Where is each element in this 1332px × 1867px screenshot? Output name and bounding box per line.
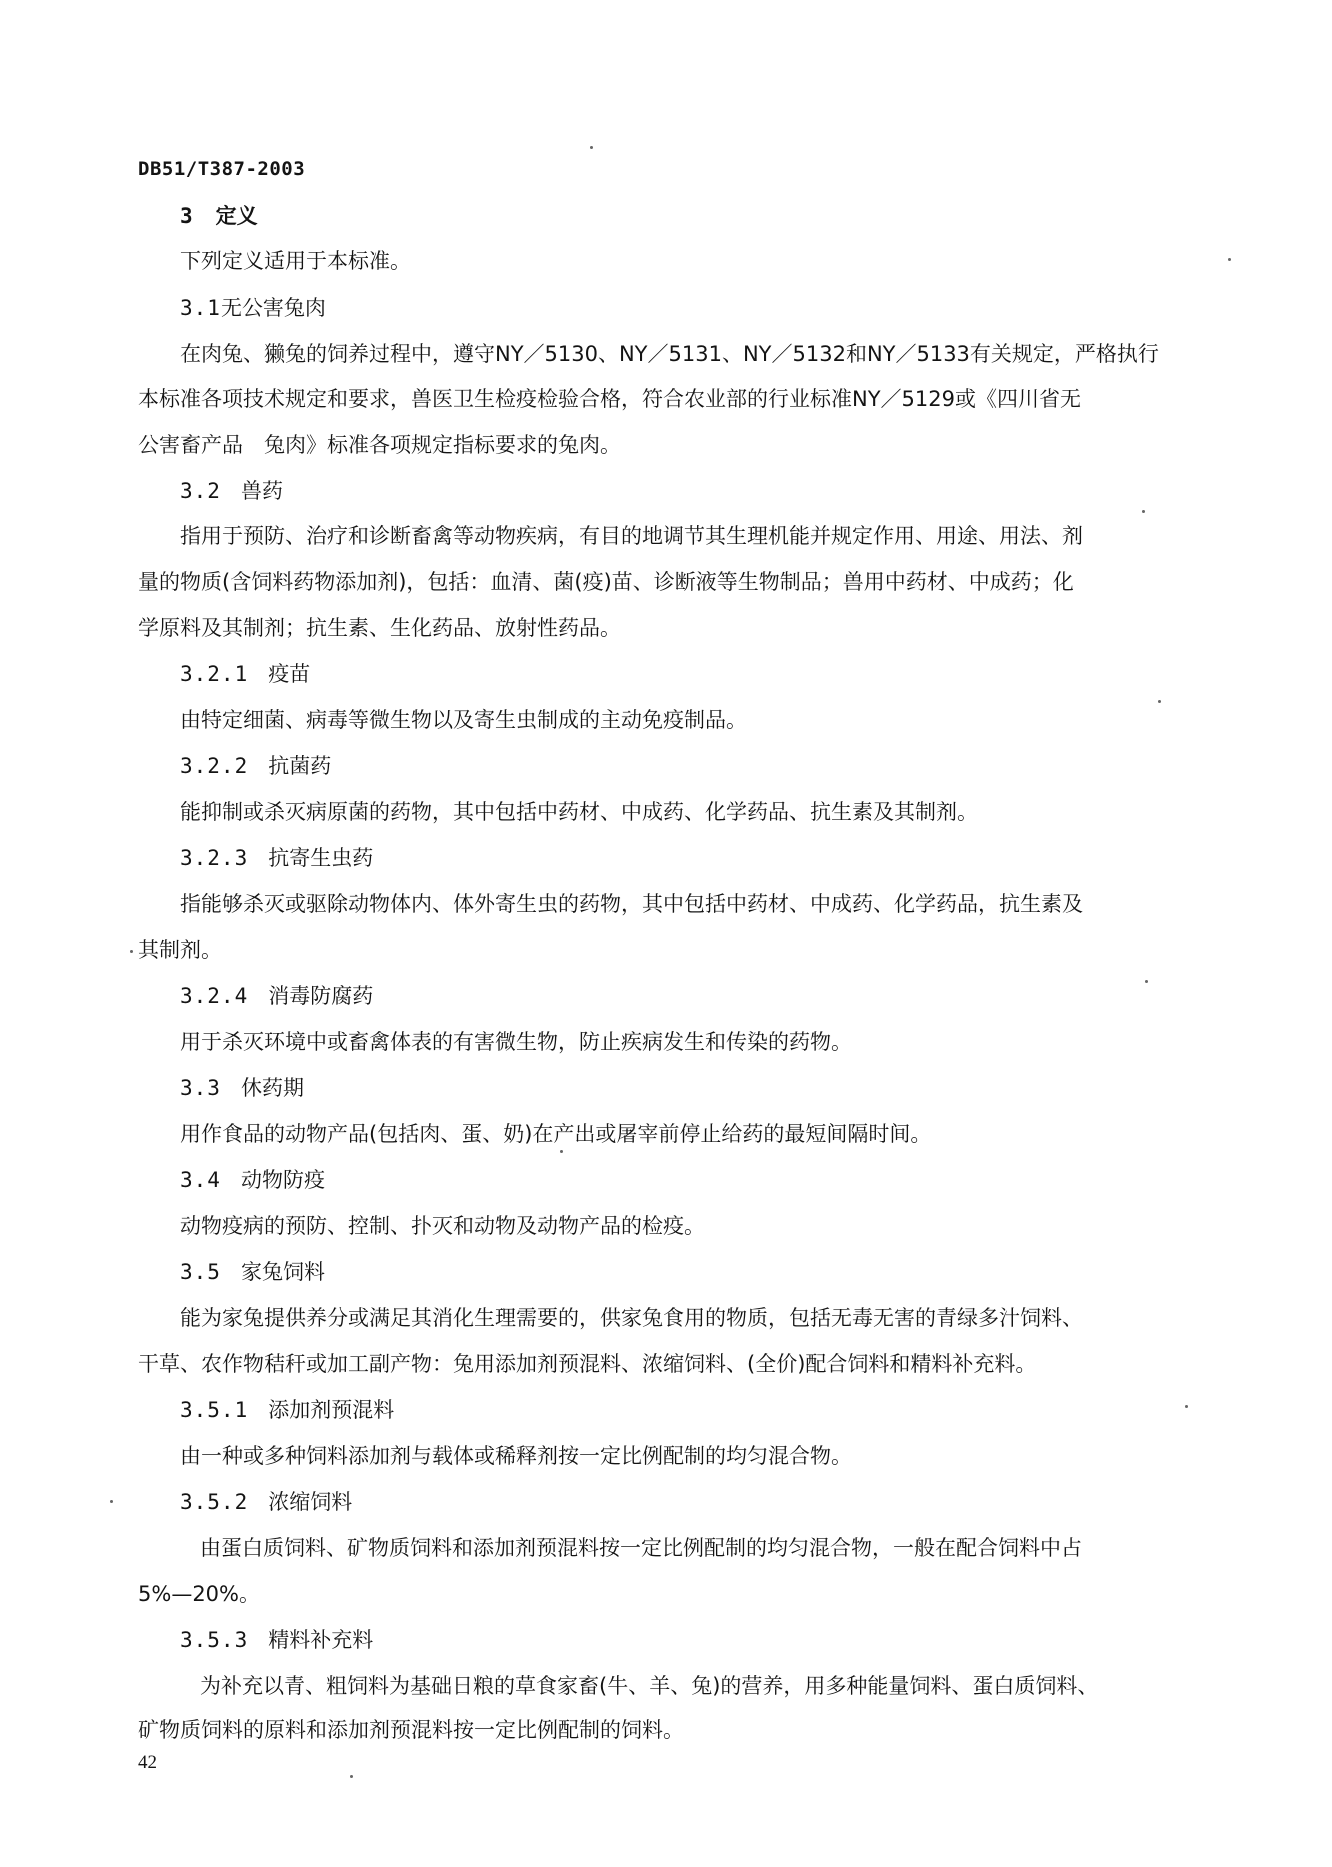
scan-speck bbox=[590, 146, 593, 149]
section-heading-3-2-4 bbox=[180, 986, 373, 1007]
section-number: 3.5.3 bbox=[180, 1628, 249, 1652]
section-number: 3.2.1 bbox=[180, 662, 249, 686]
paragraph-line: 公害畜产品 兔肉》标准各项规定指标要求的兔肉。 bbox=[138, 433, 621, 457]
section-number: 3.2 bbox=[180, 479, 221, 503]
section-number: 3.3 bbox=[180, 1076, 221, 1100]
section-heading-3 bbox=[180, 206, 258, 227]
paragraph-line: 动物疫病的预防、控制、扑灭和动物及动物产品的检疫。 bbox=[180, 1214, 705, 1238]
section-title: 疫苗 bbox=[268, 662, 311, 686]
section-title: 精料补充料 bbox=[268, 1628, 374, 1652]
paragraph-line: 5%—20%。 bbox=[138, 1582, 260, 1606]
section-title: 休药期 bbox=[240, 1076, 304, 1100]
section-title: 抗菌药 bbox=[268, 754, 332, 778]
paragraph-line: 量的物质(含饲料药物添加剂)，包括：血清、菌(疫)苗、诊断液等生物制品；兽用中药材、中成药；化 bbox=[138, 570, 1074, 594]
paragraph-line: 能抑制或杀灭病原菌的药物，其中包括中药材、中成药、化学药品、抗生素及其制剂。 bbox=[180, 800, 978, 824]
section-number: 3.5 bbox=[180, 1260, 221, 1284]
paragraph-line: 指用于预防、治疗和诊断畜禽等动物疾病，有目的地调节其生理机能并规定作用、用途、用法、剂 bbox=[180, 524, 1083, 548]
section-heading-3-2 bbox=[180, 481, 283, 502]
paragraph-line: 干草、农作物秸秆或加工副产物：兔用添加剂预混料、浓缩饲料、(全价)配合饲料和精料补充料。 bbox=[138, 1352, 1037, 1376]
section-number: 3.2.3 bbox=[180, 846, 249, 870]
paragraph-line: 本标准各项技术规定和要求，兽医卫生检疫检验合格，符合农业部的行业标准NY／5129或《四川省无 bbox=[138, 387, 1081, 411]
section-number: 3.2.2 bbox=[180, 754, 249, 778]
section-title: 定义 bbox=[215, 204, 258, 228]
section-number: 3.5.2 bbox=[180, 1490, 249, 1514]
section-title: 兽药 bbox=[240, 479, 283, 503]
scan-speck bbox=[350, 1775, 353, 1778]
section-heading-3-2-1 bbox=[180, 664, 310, 685]
section-title: 家兔饲料 bbox=[240, 1260, 325, 1284]
section-heading-3-5 bbox=[180, 1262, 325, 1283]
section-title: 添加剂预混料 bbox=[268, 1398, 395, 1422]
paragraph-line: 由特定细菌、病毒等微生物以及寄生虫制成的主动免疫制品。 bbox=[180, 708, 747, 732]
section-title: 消毒防腐药 bbox=[268, 984, 374, 1008]
paragraph-line: 矿物质饲料的原料和添加剂预混料按一定比例配制的饲料。 bbox=[138, 1718, 684, 1742]
section-number: 3.1 bbox=[180, 296, 221, 320]
section-title: 无公害兔肉 bbox=[220, 296, 326, 320]
scan-speck bbox=[1228, 258, 1231, 261]
scan-speck bbox=[1142, 510, 1145, 513]
scan-speck bbox=[1158, 700, 1161, 703]
scan-speck bbox=[110, 1500, 113, 1503]
section-number: 3.5.1 bbox=[180, 1398, 249, 1422]
section-heading-3-2-2 bbox=[180, 756, 331, 777]
section-number: 3.2.4 bbox=[180, 984, 249, 1008]
page-number: 42 bbox=[138, 1752, 157, 1773]
scan-speck bbox=[560, 1150, 563, 1153]
section-heading-3-5-3 bbox=[180, 1630, 373, 1651]
section-title: 动物防疫 bbox=[240, 1168, 325, 1192]
paragraph-line: 下列定义适用于本标准。 bbox=[180, 249, 411, 273]
section-heading-3-5-1 bbox=[180, 1400, 394, 1421]
section-heading-3-1 bbox=[180, 298, 326, 319]
paragraph-line: 学原料及其制剂；抗生素、生化药品、放射性药品。 bbox=[138, 616, 621, 640]
section-heading-3-2-3 bbox=[180, 848, 373, 869]
paragraph-line: 由一种或多种饲料添加剂与载体或稀释剂按一定比例配制的均匀混合物。 bbox=[180, 1444, 852, 1468]
section-number: 3.4 bbox=[180, 1168, 221, 1192]
section-number: 3 bbox=[180, 204, 194, 228]
section-title: 抗寄生虫药 bbox=[268, 846, 374, 870]
paragraph-line: 用作食品的动物产品(包括肉、蛋、奶)在产出或屠宰前停止给药的最短间隔时间。 bbox=[180, 1122, 932, 1146]
paragraph-line: 用于杀灭环境中或畜禽体表的有害微生物，防止疾病发生和传染的药物。 bbox=[180, 1030, 852, 1054]
paragraph-line: 为补充以青、粗饲料为基础日粮的草食家畜(牛、羊、兔)的营养，用多种能量饲料、蛋白质饲料、 bbox=[200, 1674, 1099, 1698]
section-heading-3-5-2 bbox=[180, 1492, 352, 1513]
paragraph-line: 指能够杀灭或驱除动物体内、体外寄生虫的药物，其中包括中药材、中成药、化学药品，抗生素及 bbox=[180, 892, 1083, 916]
paragraph-line: 其制剂。 bbox=[138, 938, 222, 962]
scan-speck bbox=[1185, 1405, 1188, 1408]
section-heading-3-4 bbox=[180, 1170, 325, 1191]
section-heading-3-3 bbox=[180, 1078, 304, 1099]
paragraph-line: 在肉兔、獭兔的饲养过程中，遵守NY／5130、NY／5131、NY／5132和NY／5133有关规定，严格执行 bbox=[180, 342, 1159, 366]
paragraph-line: 由蛋白质饲料、矿物质饲料和添加剂预混料按一定比例配制的均匀混合物，一般在配合饲料中占 bbox=[200, 1536, 1082, 1560]
paragraph-line: 能为家兔提供养分或满足其消化生理需要的，供家兔食用的物质，包括无毒无害的青绿多汁饲料、 bbox=[180, 1306, 1083, 1330]
section-title: 浓缩饲料 bbox=[268, 1490, 353, 1514]
scan-speck bbox=[1145, 980, 1148, 983]
scan-speck bbox=[130, 950, 133, 953]
document-code: DB51/T387-2003 bbox=[138, 158, 306, 180]
